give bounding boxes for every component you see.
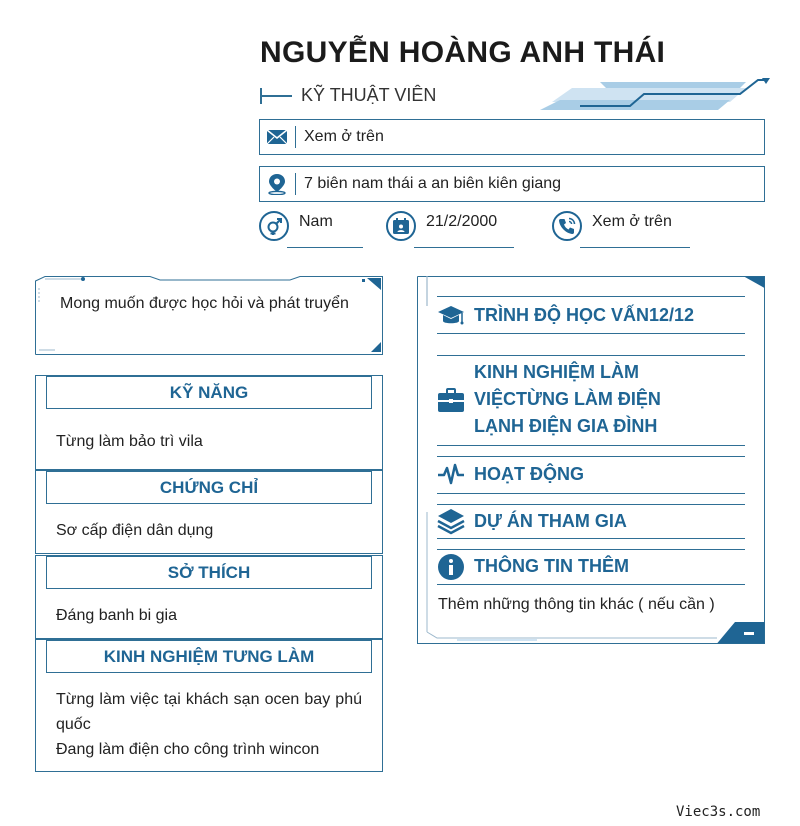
right-panel-frame — [417, 276, 765, 644]
layers-icon — [437, 507, 465, 535]
activities-title: HOẠT ĐỘNG — [474, 464, 584, 484]
divider — [437, 493, 745, 494]
experience-title: KINH NGHIỆM TƯNG LÀM — [46, 640, 372, 673]
birthday-underline — [414, 247, 514, 248]
address-separator — [295, 173, 296, 195]
divider — [437, 355, 745, 356]
circuit-decoration — [540, 76, 770, 114]
phone-icon — [552, 211, 582, 241]
divider — [437, 538, 745, 539]
gender-item — [259, 211, 369, 251]
career-objective — [35, 276, 383, 355]
envelope-icon — [266, 126, 288, 148]
birthday-value: 21/2/2000 — [426, 213, 498, 230]
info-icon — [437, 553, 465, 581]
work-experience-title — [474, 359, 661, 440]
briefcase-icon — [437, 386, 465, 414]
skills-text: Từng làm bảo trì vila — [56, 433, 203, 450]
email-row — [259, 119, 765, 155]
projects-title: DỰ ÁN THAM GIA — [474, 511, 627, 531]
birthday-item — [386, 211, 526, 251]
gender-underline — [287, 247, 363, 248]
phone-underline — [580, 247, 690, 248]
experience-line: Từng làm việc tại khách sạn ocen bay phú quốc — [56, 691, 362, 733]
work-experience-line: VIỆCTỪNG LÀM ĐIỆN — [474, 389, 661, 409]
divider — [437, 584, 745, 585]
graduation-cap-icon — [437, 302, 465, 330]
job-title-line — [260, 95, 292, 97]
objective-text: Mong muốn được học hỏi và phát truyển — [60, 295, 349, 312]
address-row — [259, 166, 765, 202]
phone-item — [552, 211, 702, 251]
phone-value: Xem ở trên — [592, 213, 672, 230]
divider — [437, 445, 745, 446]
heartbeat-icon — [437, 461, 465, 489]
certificates-text: Sơ cấp điện dân dụng — [56, 522, 214, 539]
divider — [437, 504, 745, 505]
watermark: Viec3s.com — [676, 804, 761, 820]
certificates-title: CHỨNG CHỈ — [46, 471, 372, 504]
job-title: KỸ THUẬT VIÊN — [301, 85, 437, 105]
experience-line: Đang làm điện cho công trình wincon — [56, 741, 320, 758]
more-info-text: Thêm những thông tin khác ( nếu cần ) — [438, 596, 715, 613]
divider — [437, 333, 745, 334]
address-value: 7 biên nam thái a an biên kiên giang — [304, 175, 562, 192]
hobbies-text: Đáng banh bi gia — [56, 607, 177, 624]
divider — [437, 456, 745, 457]
work-experience-line: LẠNH ĐIỆN GIA ĐÌNH — [474, 416, 658, 436]
divider — [437, 549, 745, 550]
calendar-icon — [386, 211, 416, 241]
skills-title: KỸ NĂNG — [46, 376, 372, 409]
certificates-section — [35, 470, 383, 554]
email-value: Xem ở trên — [304, 128, 384, 145]
more-info-title: THÔNG TIN THÊM — [474, 556, 629, 576]
hobbies-title: SỞ THÍCH — [46, 556, 372, 589]
skills-section — [35, 375, 383, 470]
hobbies-section — [35, 555, 383, 639]
work-experience-line: KINH NGHIỆM LÀM — [474, 362, 639, 382]
divider — [437, 296, 745, 297]
gender-value: Nam — [299, 213, 333, 230]
email-separator — [295, 126, 296, 148]
experience-text — [56, 687, 362, 762]
candidate-name: NGUYỄN HOÀNG ANH THÁI — [260, 36, 666, 69]
experience-section — [35, 639, 383, 772]
education-title: TRÌNH ĐỘ HỌC VẤN12/12 — [474, 305, 695, 325]
gender-icon — [259, 211, 289, 241]
map-pin-icon — [266, 173, 288, 195]
